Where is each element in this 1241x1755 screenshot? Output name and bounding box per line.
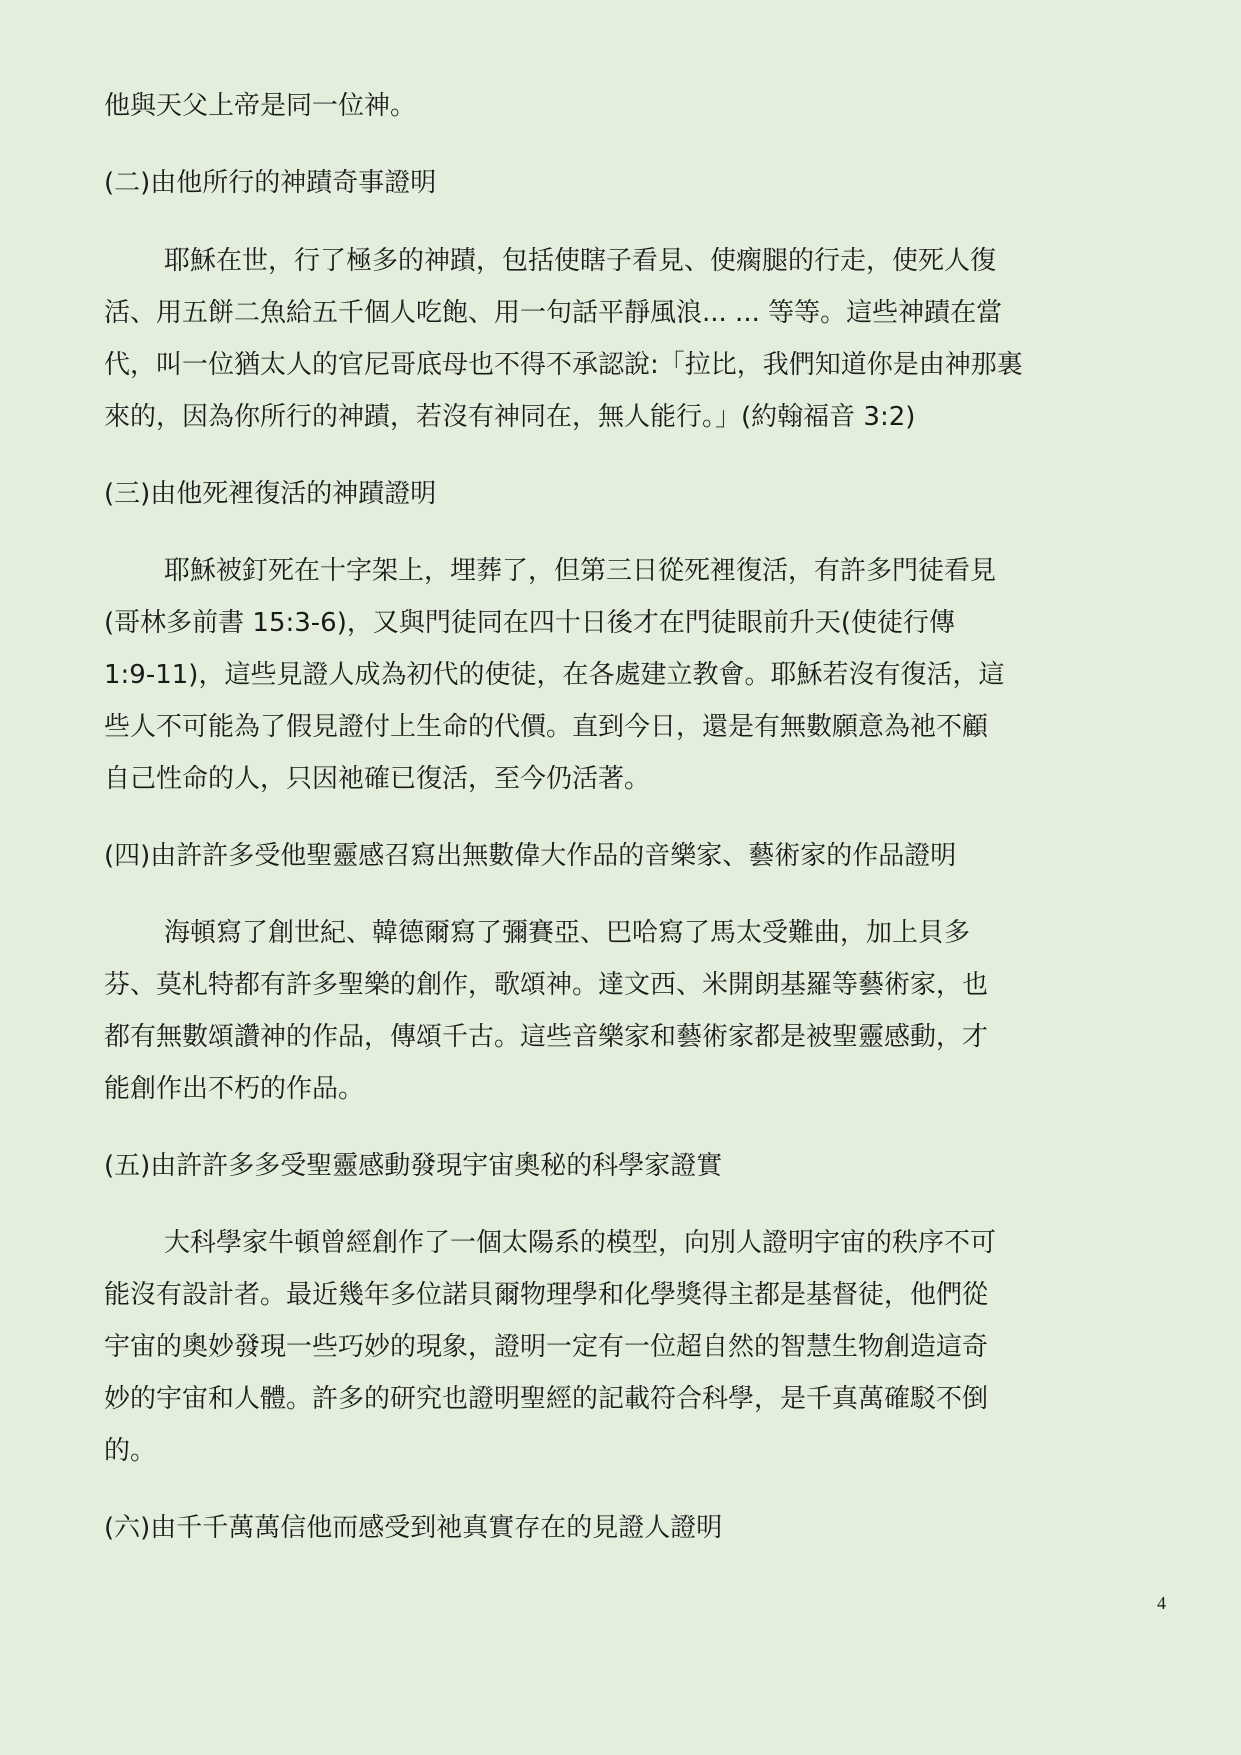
paragraph-line: 自己性命的人，只因祂確已復活，至今仍活著。 [104,764,651,794]
paragraph-line: 些人不可能為了假見證付上生命的代價。直到今日，還是有無數願意為祂不顧 [104,712,989,742]
paragraph-line: 能沒有設計者。最近幾年多位諾貝爾物理學和化學獎得主都是基督徒，他們從 [104,1280,989,1310]
document-page [104,0,1134,1755]
paragraph-line: 他與天父上帝是同一位神。 [104,91,417,121]
paragraph-line: 耶穌被釘死在十字架上，埋葬了，但第三日從死裡復活，有許多門徒看見 [164,556,997,586]
paragraph-line: 活、用五餅二魚給五千個人吃飽、用一句話平靜風浪... ... 等等。這些神蹟在當 [104,298,1003,328]
paragraph-line: 代，叫一位猶太人的官尼哥底母也不得不承認說:「拉比，我們知道你是由神那裏 [104,350,1023,380]
section-heading: (三)由他死裡復活的神蹟證明 [104,479,437,509]
paragraph-line: 耶穌在世，行了極多的神蹟，包括使瞎子看見、使瘸腿的行走，使死人復 [164,246,997,276]
paragraph-line: 來的，因為你所行的神蹟，若沒有神同在，無人能行。」(約翰福音 3:2) [104,402,916,432]
paragraph-line: 能創作出不朽的作品。 [104,1074,365,1104]
section-heading: (四)由許許多受他聖靈感召寫出無數偉大作品的音樂家、藝術家的作品證明 [104,841,957,871]
section-heading: (二)由他所行的神蹟奇事證明 [104,168,437,198]
paragraph-line: 大科學家牛頓曾經創作了一個太陽系的模型，向別人證明宇宙的秩序不可 [164,1228,997,1258]
page-number: 4 [1157,1593,1166,1613]
paragraph-line: (哥林多前書 15:3-6)，又與門徒同在四十日後才在門徒眼前升天(使徒行傳 [104,608,956,638]
paragraph-line: 都有無數頌讚神的作品，傳頌千古。這些音樂家和藝術家都是被聖靈感動，才 [104,1022,989,1052]
section-heading: (六)由千千萬萬信他而感受到祂真實存在的見證人證明 [104,1513,723,1543]
section-heading: (五)由許許多多受聖靈感動發現宇宙奧秘的科學家證實 [104,1151,723,1181]
paragraph-line: 妙的宇宙和人體。許多的研究也證明聖經的記載符合科學，是千真萬確駁不倒 [104,1384,989,1414]
paragraph-line: 海頓寫了創世紀、韓德爾寫了彌賽亞、巴哈寫了馬太受難曲，加上貝多 [164,918,971,948]
paragraph-line: 芬、莫札特都有許多聖樂的創作，歌頌神。達文西、米開朗基羅等藝術家，也 [104,970,989,1000]
paragraph-line: 1:9-11)，這些見證人成為初代的使徒，在各處建立教會。耶穌若沒有復活，這 [104,660,1005,690]
paragraph-line: 宇宙的奧妙發現一些巧妙的現象，證明一定有一位超自然的智慧生物創造這奇 [104,1332,989,1362]
paragraph-line: 的。 [104,1436,157,1466]
